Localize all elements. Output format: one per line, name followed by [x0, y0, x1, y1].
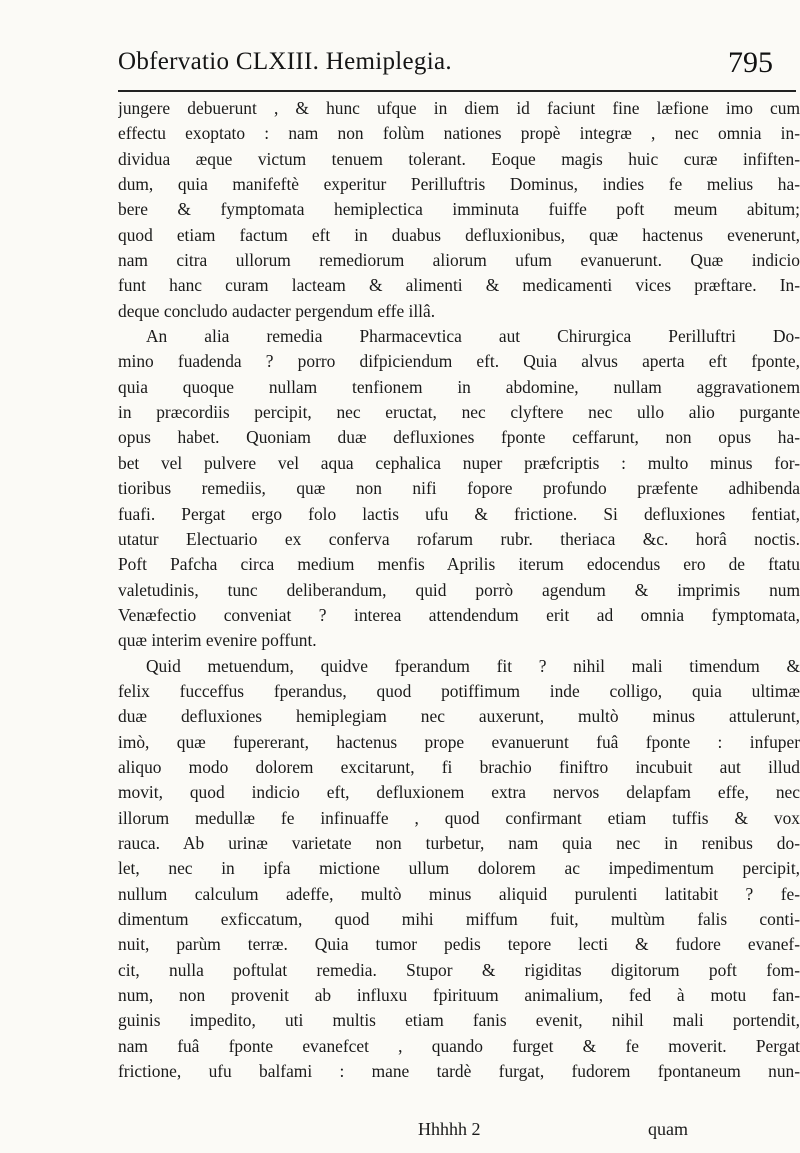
body-text	[118, 96, 800, 1084]
header-rule	[118, 90, 796, 92]
text-line: bere & fymptomata hemiplectica imminuta fuiffe poft meum abitum;	[118, 199, 800, 220]
text-line: quia quoque nullam tenfionem in abdomine, nullam aggravationem	[118, 376, 800, 397]
text-line: let, nec in ipfa mictione ullum dolorem ac impedimentum percipit,	[118, 858, 800, 879]
text-line: utatur Electuario ex conferva rofarum rubr. theriaca &c. horâ noctis.	[118, 528, 800, 549]
text-line: valetudinis, tunc deliberandum, quid porrò agendum & imprimis num	[118, 579, 800, 600]
text-line: dimentum exficcatum, quod mihi miffum fuit, multùm falis conti-	[118, 909, 800, 929]
text-line: funt hanc curam lacteam & alimenti & medicamenti vices præftare. In-	[118, 275, 800, 296]
text-line: jungere debuerunt , & hunc ufque in diem id faciunt fine læfione imo cum	[118, 98, 800, 118]
text-line: frictione, ufu balfami : mane tardè furgat, fudorem fpontaneum nun-	[118, 1061, 800, 1082]
text-line: felix fucceffus fperandus, quod potiffimum inde colligo, quia ultimæ	[118, 680, 800, 701]
text-line: tioribus remediis, quæ non nifi fopore profundo præfente adhibenda	[118, 478, 800, 499]
running-head: Obfervatio CLXIII. Hemiplegia.	[118, 48, 452, 75]
text-line: Quid metuendum, quidve fperandum fit ? nihil mali timendum &	[146, 655, 800, 676]
text-line: in præcordiis percipit, nec eructat, nec clyftere nec ullo alio purgante	[118, 402, 800, 423]
text-line: deque concludo audacter pergendum effe illâ.	[118, 300, 436, 321]
text-line: illorum medullæ fe infinuaffe , quod confirmant etiam tuffis & vox	[118, 807, 800, 828]
text-line: dum, quia manifeftè experitur Perilluftris Dominus, indies fe melius ha-	[118, 174, 800, 195]
text-line: mino fuadenda ? porro difpiciendum eft. Quia alvus aperta eft fponte,	[118, 351, 800, 372]
text-line: guinis impedito, uti multis etiam fanis evenit, nihil mali portendit,	[118, 1010, 800, 1031]
page-number: 795	[728, 46, 773, 79]
text-line: quod etiam factum eft in duabus defluxionibus, quæ hactenus evenerunt,	[118, 224, 800, 245]
text-line: num, non provenit ab influxu fpirituum animalium, fed à motu fan-	[118, 985, 800, 1006]
text-line: nam fuâ fponte evanefcet , quando furget & fe moverit. Pergat	[118, 1035, 800, 1056]
signature-mark: Hhhhh 2	[418, 1119, 481, 1139]
text-line: Poft Pafcha circa medium menfis Aprilis iterum edocendus ero de ftatu	[118, 554, 800, 575]
text-line: fuafi. Pergat ergo folo lactis ufu & frictione. Si defluxiones fentiat,	[118, 503, 800, 524]
text-line: cit, nulla poftulat remedia. Stupor & rigiditas digitorum poft fom-	[118, 959, 800, 980]
text-line: rauca. Ab urinæ varietate non turbetur, nam quia nec in renibus do-	[118, 832, 800, 853]
text-line: An alia remedia Pharmacevtica aut Chirurgica Perilluftri Do-	[146, 326, 800, 347]
text-line: aliquo modo dolorem excitarunt, fi brachio finiftro incubuit aut illud	[118, 756, 800, 777]
text-line: movit, quod indicio eft, defluxionem extra nervos delapfam effe, nec	[118, 782, 800, 803]
text-line: imò, quæ fupererant, hactenus prope evanuerunt fuâ fponte : infuper	[118, 731, 800, 752]
text-line: quæ interim evenire poffunt.	[118, 630, 317, 651]
catchword: quam	[648, 1119, 688, 1139]
text-line: opus habet. Quoniam duæ defluxiones fponte ceffarunt, non opus ha-	[118, 427, 800, 448]
text-line: dividua æque victum tenuem tolerant. Eoque magis huic curæ infiften-	[118, 148, 800, 169]
text-line: duæ defluxiones hemiplegiam nec auxerunt, multò minus attulerunt,	[118, 706, 800, 727]
text-line: Venæfectio conveniat ? interea attendendum erit ad omnia fymptomata,	[118, 604, 800, 625]
text-line: bet vel pulvere vel aqua cephalica nuper præfcriptis : multo minus for-	[118, 452, 800, 473]
text-line: nuit, parùm terræ. Quia tumor pedis tepore lecti & fudore evanef-	[118, 934, 800, 955]
text-line: nam citra ullorum remediorum aliorum ufum evanuerunt. Quæ indicio	[118, 250, 800, 271]
page-header	[118, 40, 798, 96]
text-line: nullum calculum adeffe, multò minus aliquid purulenti latitabit ? fe-	[118, 883, 800, 904]
text-line: effectu exoptato : nam non folùm nationes propè integræ , nec omnia in-	[118, 123, 800, 144]
